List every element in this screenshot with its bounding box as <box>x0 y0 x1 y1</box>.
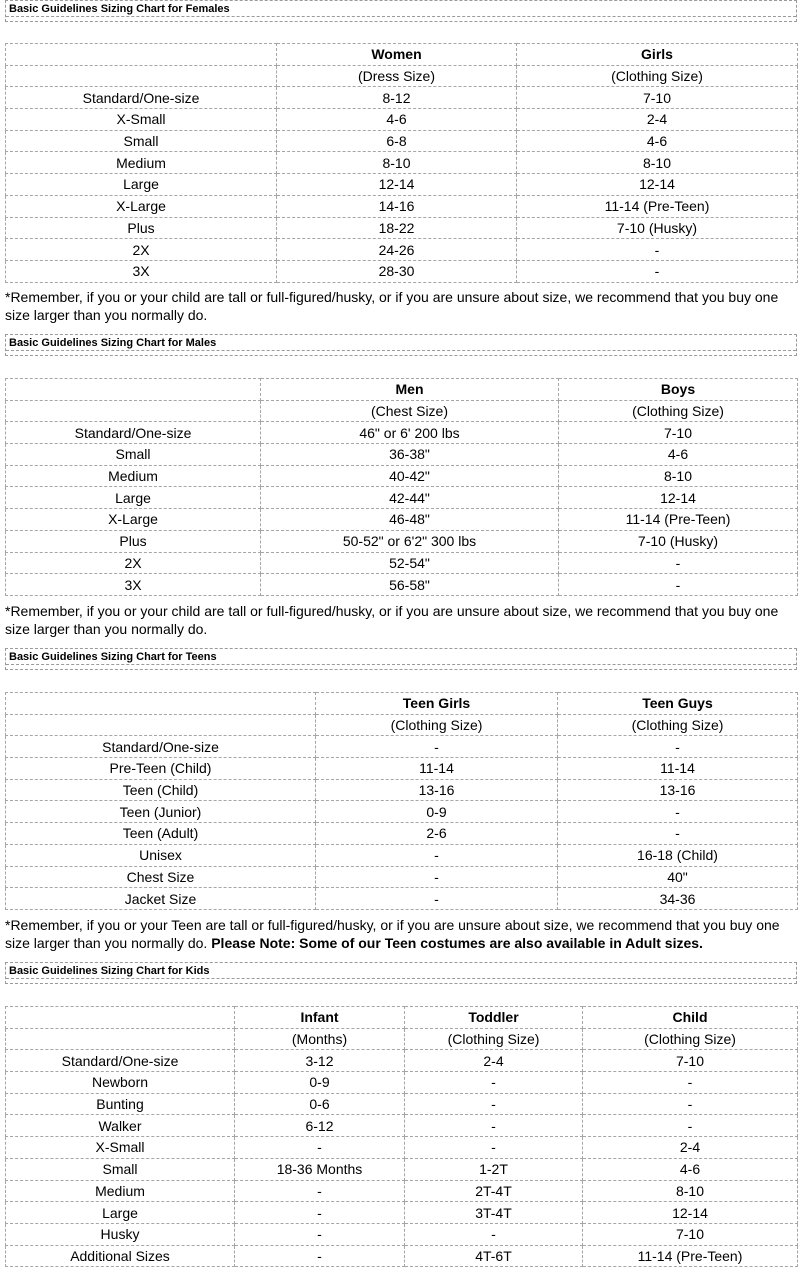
corner-cell <box>6 379 261 401</box>
table-row <box>6 174 798 196</box>
teens-note-bold: Please Note: Some of our Teen costumes are also available in Adult sizes. <box>211 935 703 951</box>
table-cell: - <box>235 1137 405 1159</box>
table-cell: 3T-4T <box>405 1202 583 1224</box>
table-row <box>6 779 798 801</box>
table-row <box>6 444 798 466</box>
table-cell: - <box>316 736 558 758</box>
table-cell: - <box>235 1202 405 1224</box>
table-cell: 56-58" <box>261 574 559 596</box>
size-label: Jacket Size <box>6 888 316 910</box>
table-cell: - <box>405 1115 583 1137</box>
size-label: X-Small <box>6 109 277 131</box>
table-row <box>6 239 798 261</box>
table-cell: - <box>405 1223 583 1245</box>
table-cell: 3-12 <box>235 1050 405 1072</box>
table-row <box>6 422 798 444</box>
table-header-row <box>6 44 798 66</box>
table-cell: - <box>558 823 798 845</box>
table-cell: 13-16 <box>316 779 558 801</box>
table-cell: 28-30 <box>277 260 517 282</box>
size-label: Medium <box>6 465 261 487</box>
table-cell: - <box>558 736 798 758</box>
size-label: Teen (Child) <box>6 779 316 801</box>
table-row <box>6 1050 798 1072</box>
size-label: Teen (Adult) <box>6 823 316 845</box>
table-row <box>6 866 798 888</box>
table-cell: 4T-6T <box>405 1245 583 1267</box>
table-cell: 18-36 Months <box>235 1158 405 1180</box>
table-cell: 34-36 <box>558 888 798 910</box>
column-header: Teen Guys <box>558 693 798 715</box>
table-cell: 11-14 (Pre-Teen) <box>559 509 798 531</box>
table-cell: - <box>405 1137 583 1159</box>
table-cell: 12-14 <box>277 174 517 196</box>
table-cell: 8-10 <box>559 465 798 487</box>
table-cell: 18-22 <box>277 217 517 239</box>
size-label: Unisex <box>6 844 316 866</box>
size-label: 2X <box>6 239 277 261</box>
table-row <box>6 1072 798 1094</box>
table-cell: 0-6 <box>235 1093 405 1115</box>
kids-table <box>5 1006 798 1267</box>
table-row <box>6 758 798 780</box>
column-header: Infant <box>235 1007 405 1029</box>
size-label: Walker <box>6 1115 235 1137</box>
size-label: Small <box>6 1158 235 1180</box>
size-label: Medium <box>6 1180 235 1202</box>
table-cell: 6-8 <box>277 130 517 152</box>
table-row <box>6 87 798 109</box>
table-cell: 8-10 <box>517 152 798 174</box>
table-cell: 4-6 <box>517 130 798 152</box>
table-header-row <box>6 1007 798 1029</box>
table-row <box>6 801 798 823</box>
table-cell: - <box>316 844 558 866</box>
table-row <box>6 1223 798 1245</box>
table-cell: - <box>235 1245 405 1267</box>
table-cell: - <box>583 1072 798 1094</box>
teens-note-text: *Remember, if you or your Teen are tall or full-figured/husky, or if you are unsure about size, we recommend that you buy one size larger than you normally do. <box>5 917 780 951</box>
table-cell: 40" <box>558 866 798 888</box>
table-row <box>6 844 798 866</box>
divider <box>6 16 796 17</box>
table-row <box>6 130 798 152</box>
table-row <box>6 888 798 910</box>
table-cell: - <box>316 866 558 888</box>
corner-cell <box>6 693 316 715</box>
table-row <box>6 260 798 282</box>
females-table <box>5 43 798 283</box>
table-cell: 7-10 <box>559 422 798 444</box>
table-cell: 7-10 (Husky) <box>517 217 798 239</box>
table-cell: 6-12 <box>235 1115 405 1137</box>
table-row <box>6 465 798 487</box>
column-header: Child <box>583 1007 798 1029</box>
column-subheader: (Clothing Size) <box>316 714 558 736</box>
table-cell: 4-6 <box>559 444 798 466</box>
table-cell: 2-4 <box>583 1137 798 1159</box>
females-note: *Remember, if you or your child are tall or full-figured/husky, or if you are unsure about size, we recommend that you buy one size larger than you normally do. <box>5 289 779 323</box>
table-cell: 42-44" <box>261 487 559 509</box>
table-cell: 8-10 <box>583 1180 798 1202</box>
size-label: Small <box>6 130 277 152</box>
table-cell: - <box>517 260 798 282</box>
table-cell: 13-16 <box>558 779 798 801</box>
table-cell: 14-16 <box>277 195 517 217</box>
size-label: Bunting <box>6 1093 235 1115</box>
table-cell: 11-14 (Pre-Teen) <box>583 1245 798 1267</box>
column-subheader: (Clothing Size) <box>559 400 798 422</box>
size-label: Plus <box>6 530 261 552</box>
table-row <box>6 1115 798 1137</box>
teens-table <box>5 692 798 910</box>
table-cell: - <box>235 1223 405 1245</box>
column-header: Boys <box>559 379 798 401</box>
corner-cell <box>6 714 316 736</box>
table-cell: 11-14 (Pre-Teen) <box>517 195 798 217</box>
table-row <box>6 109 798 131</box>
table-subheader-row <box>6 1028 798 1050</box>
column-subheader: (Chest Size) <box>261 400 559 422</box>
table-cell: 0-9 <box>235 1072 405 1094</box>
size-label: X-Large <box>6 509 261 531</box>
males-table <box>5 378 798 596</box>
size-label: 3X <box>6 574 261 596</box>
table-cell: 12-14 <box>583 1202 798 1224</box>
size-label: Standard/One-size <box>6 87 277 109</box>
table-row <box>6 1245 798 1267</box>
size-label: Medium <box>6 152 277 174</box>
table-row <box>6 217 798 239</box>
table-cell: - <box>559 552 798 574</box>
table-cell: 0-9 <box>316 801 558 823</box>
size-label: Husky <box>6 1223 235 1245</box>
size-label: Standard/One-size <box>6 736 316 758</box>
table-cell: 12-14 <box>559 487 798 509</box>
column-subheader: (Clothing Size) <box>583 1028 798 1050</box>
table-cell: 16-18 (Child) <box>558 844 798 866</box>
table-cell: 7-10 <box>583 1223 798 1245</box>
teens-title: Basic Guidelines Sizing Chart for Teens <box>9 651 217 663</box>
table-row <box>6 530 798 552</box>
table-row <box>6 736 798 758</box>
kids-section-header <box>5 962 797 984</box>
table-header-row <box>6 693 798 715</box>
divider <box>6 350 796 351</box>
table-cell: 24-26 <box>277 239 517 261</box>
size-label: Small <box>6 444 261 466</box>
table-cell: - <box>316 888 558 910</box>
table-row <box>6 1158 798 1180</box>
corner-cell <box>6 1007 235 1029</box>
table-cell: 7-10 (Husky) <box>559 530 798 552</box>
table-cell: - <box>559 574 798 596</box>
table-cell: - <box>405 1093 583 1115</box>
females-section-header <box>5 0 797 22</box>
table-row <box>6 574 798 596</box>
size-label: Large <box>6 1202 235 1224</box>
table-row <box>6 1180 798 1202</box>
table-row <box>6 1202 798 1224</box>
size-label: Large <box>6 174 277 196</box>
table-cell: 46-48" <box>261 509 559 531</box>
column-header: Girls <box>517 44 798 66</box>
table-header-row <box>6 379 798 401</box>
table-row <box>6 487 798 509</box>
size-label: Pre-Teen (Child) <box>6 758 316 780</box>
teens-note <box>5 916 797 952</box>
table-cell: 11-14 <box>558 758 798 780</box>
table-cell: - <box>583 1093 798 1115</box>
table-cell: 11-14 <box>316 758 558 780</box>
divider <box>6 664 796 665</box>
table-row <box>6 823 798 845</box>
size-label: 3X <box>6 260 277 282</box>
size-label: Plus <box>6 217 277 239</box>
table-subheader-row <box>6 65 798 87</box>
table-row <box>6 552 798 574</box>
males-title: Basic Guidelines Sizing Chart for Males <box>9 337 217 349</box>
size-label: Newborn <box>6 1072 235 1094</box>
size-label: X-Small <box>6 1137 235 1159</box>
table-cell: 4-6 <box>583 1158 798 1180</box>
column-subheader: (Clothing Size) <box>558 714 798 736</box>
table-cell: - <box>517 239 798 261</box>
table-cell: - <box>558 801 798 823</box>
table-cell: - <box>405 1072 583 1094</box>
table-cell: - <box>583 1115 798 1137</box>
size-label: Chest Size <box>6 866 316 888</box>
size-label: Teen (Junior) <box>6 801 316 823</box>
table-cell: 8-12 <box>277 87 517 109</box>
table-row <box>6 152 798 174</box>
column-subheader: (Dress Size) <box>277 65 517 87</box>
column-subheader: (Months) <box>235 1028 405 1050</box>
table-row <box>6 509 798 531</box>
table-cell: 2-4 <box>405 1050 583 1072</box>
table-subheader-row <box>6 714 798 736</box>
corner-cell <box>6 1028 235 1050</box>
column-header: Toddler <box>405 1007 583 1029</box>
column-subheader: (Clothing Size) <box>405 1028 583 1050</box>
females-title: Basic Guidelines Sizing Chart for Females <box>9 3 230 15</box>
teens-section-header <box>5 648 797 670</box>
column-subheader: (Clothing Size) <box>517 65 798 87</box>
column-header: Men <box>261 379 559 401</box>
table-cell: 7-10 <box>583 1050 798 1072</box>
table-cell: - <box>235 1180 405 1202</box>
table-cell: 1-2T <box>405 1158 583 1180</box>
column-header: Women <box>277 44 517 66</box>
table-cell: 2-6 <box>316 823 558 845</box>
table-cell: 2T-4T <box>405 1180 583 1202</box>
table-cell: 46" or 6' 200 lbs <box>261 422 559 444</box>
column-header: Teen Girls <box>316 693 558 715</box>
table-row <box>6 1137 798 1159</box>
table-cell: 50-52" or 6'2" 300 lbs <box>261 530 559 552</box>
size-label: Additional Sizes <box>6 1245 235 1267</box>
table-row <box>6 195 798 217</box>
table-cell: 52-54" <box>261 552 559 574</box>
table-cell: 8-10 <box>277 152 517 174</box>
table-cell: 2-4 <box>517 109 798 131</box>
size-label: X-Large <box>6 195 277 217</box>
size-label: Standard/One-size <box>6 1050 235 1072</box>
size-label: Standard/One-size <box>6 422 261 444</box>
corner-cell <box>6 44 277 66</box>
size-label: Large <box>6 487 261 509</box>
males-note: *Remember, if you or your child are tall or full-figured/husky, or if you are unsure about size, we recommend that you buy one size larger than you normally do. <box>5 603 779 637</box>
table-cell: 36-38" <box>261 444 559 466</box>
table-cell: 4-6 <box>277 109 517 131</box>
table-subheader-row <box>6 400 798 422</box>
table-row <box>6 1093 798 1115</box>
corner-cell <box>6 400 261 422</box>
table-cell: 7-10 <box>517 87 798 109</box>
table-cell: 12-14 <box>517 174 798 196</box>
divider <box>6 978 796 979</box>
males-section-header <box>5 334 797 356</box>
table-cell: 40-42" <box>261 465 559 487</box>
corner-cell <box>6 65 277 87</box>
size-label: 2X <box>6 552 261 574</box>
kids-title: Basic Guidelines Sizing Chart for Kids <box>9 965 210 977</box>
